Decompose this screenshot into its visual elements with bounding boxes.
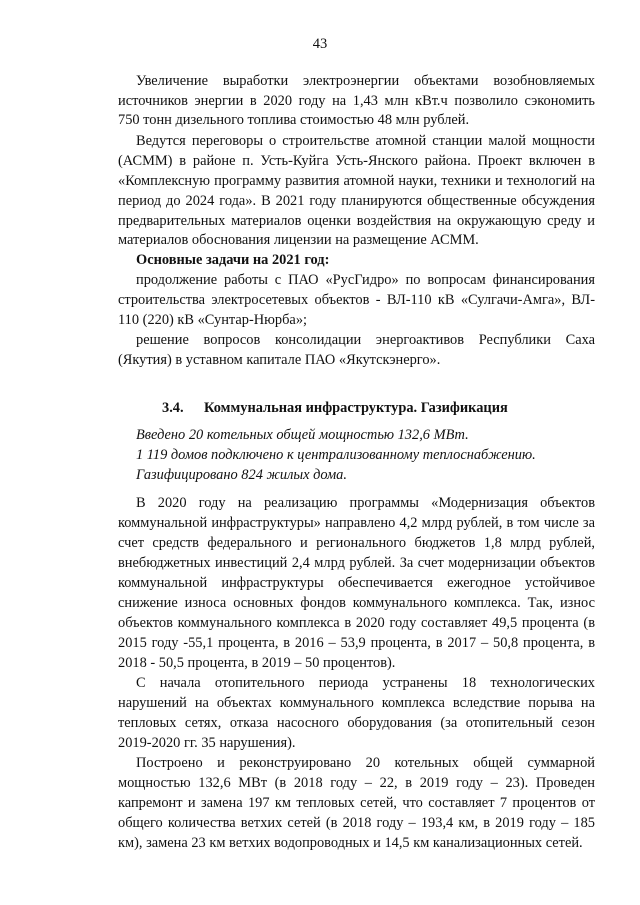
text-line: мощностью 132,6 МВт (в 2018 году – 22, в 2019 году – 23). Проведен	[118, 775, 595, 791]
highlight-line: Газифицировано 824 жилых дома.	[136, 467, 347, 483]
text-line: нарушений на объектах коммунального комплекса вследствие порыва на	[118, 695, 595, 711]
text-line: снижение износа основных фондов коммунального комплекса. Так, износ	[118, 595, 595, 611]
text-line: Увеличение выработки электроэнергии объектами возобновляемых	[136, 73, 595, 89]
text-line: строительства электросетевых объектов - ВЛ-110 кВ «Сулгачи-Амга», ВЛ-	[118, 292, 595, 308]
highlight-line: 1 119 домов подключено к централизованному теплоснабжению.	[136, 447, 536, 463]
text-line: 2015 году -55,1 процента, в 2016 – 53,9 процента, в 2017 – 50,8 процента, в	[118, 635, 595, 651]
tasks-heading: Основные задачи на 2021 год:	[136, 252, 330, 268]
text-line: «Комплексную программу развития атомной науки, техники и технологий на	[118, 173, 595, 189]
text-line: внебюджетных инвестиций 2,4 млрд рублей. За счет модернизации объектов	[118, 555, 595, 571]
text-line: (АСММ) в районе п. Усть-Куйга Усть-Янского района. Проект включен в	[118, 153, 595, 169]
text-line: объектов коммунального комплекса в 2020 году составляет 49,5 процента (в	[118, 615, 595, 631]
text-line: С начала отопительного периода устранены 18 технологических	[136, 675, 595, 691]
text-line: В 2020 году на реализацию программы «Модернизация объектов	[136, 495, 595, 511]
text-line: решение вопросов консолидации энергоактивов Республики Саха	[136, 332, 595, 348]
text-line: (Якутия) в уставном капитале ПАО «Якутскэнерго».	[118, 352, 441, 368]
text-line: предварительных материалов оценки воздействия на окружающую среду и	[118, 213, 595, 229]
text-line: 2019-2020 гг. 35 нарушения).	[118, 735, 296, 751]
text-line: счет средств федерального и регионального бюджетов 1,8 млрд рублей,	[118, 535, 595, 551]
highlight-line: Введено 20 котельных общей мощностью 132,6 МВт.	[136, 427, 469, 443]
text-line: Построено и реконструировано 20 котельных общей суммарной	[136, 755, 595, 771]
text-line: источников энергии в 2020 году на 1,43 млн кВт.ч позволило сэкономить	[118, 93, 595, 109]
text-line: коммунальной инфраструктуры» направлено 4,2 млрд рублей, в том числе за	[118, 515, 595, 531]
text-line: материалов обоснования лицензии на размещение АСММ.	[118, 232, 479, 248]
text-line: период до 2024 года». В 2021 году планируются общественные обсуждения	[118, 193, 595, 209]
text-line: продолжение работы с ПАО «РусГидро» по вопросам финансирования	[136, 272, 595, 288]
text-line: общего количества ветхих сетей (в 2018 году – 193,4 км, в 2019 году – 185	[118, 815, 595, 831]
text-line: 2018 - 50,5 процента, в 2019 – 50 процентов).	[118, 655, 396, 671]
page-number: 43	[312, 36, 328, 52]
text-line: тепловых сетях, отказа насосного оборудования (за отопительный сезон	[118, 715, 595, 731]
text-line: 750 тонн дизельного топлива стоимостью 48 млн рублей.	[118, 112, 470, 128]
text-line: 110 (220) кВ «Сунтар-Нюрба»;	[118, 312, 308, 328]
text-line: капремонт и замена 197 км тепловых сетей, что составляет 7 процентов от	[118, 795, 595, 811]
text-line: Ведутся переговоры о строительстве атомной станции малой мощности	[136, 133, 595, 149]
text-line: км), замена 23 км ветхих водопроводных и 14,5 км канализационных сетей.	[118, 835, 583, 851]
section-number: 3.4.	[162, 400, 184, 416]
section-title: Коммунальная инфраструктура. Газификация	[204, 400, 508, 416]
text-line: коммунальной инфраструктуры обеспечивается ежегодное устойчивое	[118, 575, 595, 591]
